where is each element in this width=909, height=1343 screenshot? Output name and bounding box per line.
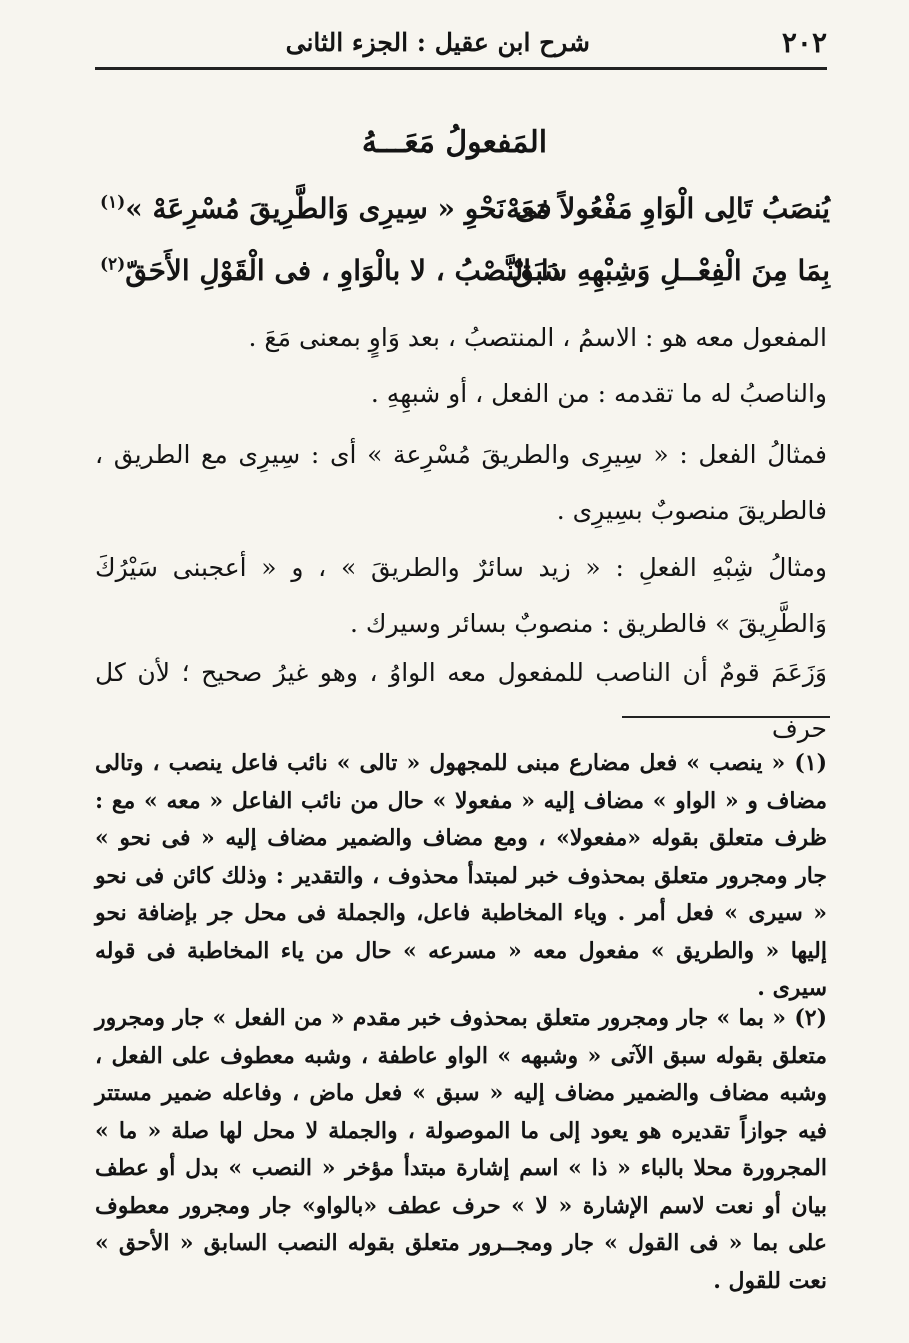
verse-text: فى نَحْوِ « سِيرِى وَالطَّرِيقَ مُسْرِعَهْ » bbox=[125, 192, 552, 225]
chapter-title: المَفعولُ مَعَـــهُ bbox=[361, 125, 548, 160]
verse-second-hemistich bbox=[100, 192, 552, 225]
page-number: ٢٠٢ bbox=[781, 25, 827, 59]
verse-text: ذا النَّصْبُ ، لا بالْوَاوِ ، فى الْقَوْلِ الأَحَقّ bbox=[125, 254, 562, 287]
footnote bbox=[95, 745, 827, 1008]
footnote-reference: (١) bbox=[100, 192, 126, 213]
footnote-reference: (٢) bbox=[100, 254, 126, 275]
body-paragraph: والناصبُ له ما تقدمه : من الفعل ، أو شبهِهِ . bbox=[370, 379, 827, 408]
body-paragraph: المفعول معه هو : الاسمُ ، المنتصبُ ، بعد وَاوٍ بمعنى مَعَ . bbox=[248, 323, 827, 352]
page-header bbox=[95, 22, 827, 62]
footnote bbox=[95, 1000, 827, 1300]
body-paragraph: وَزَعَمَ قومٌ أن الناصب للمفعول معه الواوُ ، وهو غيرُ صحيح ؛ لأن كل حرف bbox=[95, 658, 827, 743]
running-title: شرح ابن عقيل : الجزء الثانى bbox=[285, 27, 590, 57]
verse-second-hemistich bbox=[100, 254, 561, 287]
verse-first-hemistich: يُنصَبُ تَالِى الْوَاوِ مَفْعُولاً مَعَهْ bbox=[506, 192, 830, 225]
footnote-separator bbox=[622, 716, 830, 718]
footnote-text: « ينصب » فعل مضارع مبنى للمجهول « تالى » نائب فاعل ينصب ، وتالى مضاف و « الواو » مضاف إليه « مفعولا » حال من نائب الفاعل « معه » مع : ظرف متعلق بقوله «مفعولا» ، ومع مضاف والضمير مضاف إليه « فى نحو » جار ومجرور متعلق بمحذوف خبر لمبتدأ محذوف ، والتقدير : وذلك كائن فى نحو « سيرى » فعل أمر . وياء المخاطبة فاعل، والجملة فى محل جر بإضافة نحو إليها « والطريق » مفعول معه « مسرعه » حال من ياء المخاطبة فى قوله سيرى . bbox=[95, 750, 827, 1001]
verse-line bbox=[100, 254, 830, 302]
body-paragraph: ومثالُ شِبْهِ الفعلِ : « زيد سائرٌ والطريقَ » ، و « أعجبنى سَيْرُكَ وَالطَّرِيقَ » فالطريق : منصوبٌ بسائر وسيرك . bbox=[95, 553, 827, 638]
body-paragraph: فمثالُ الفعل : « سِيرِى والطريقَ مُسْرِعة » أى : سِيرِى مع الطريق ، فالطريقَ منصوبٌ بسِيرِى . bbox=[95, 440, 827, 525]
footnote-number: (١) bbox=[794, 750, 827, 776]
footnote-number: (٢) bbox=[794, 1005, 827, 1031]
footnote-text: « بما » جار ومجرور متعلق بمحذوف خبر مقدم « من الفعل » جار ومجرور متعلق بقوله سبق الآتى « وشبهه » الواو عاطفة ، وشبه معطوف على الفعل ، وشبه مضاف والضمير مضاف إليه « سبق » فعل ماض ، وفاعله ضمير مستتر فيه جوازاً تقديره هو يعود إلى ما الموصولة ، والجملة لا محل لها صلة « ما » المجرورة محلا بالباء « ذا » اسم إشارة مبتدأ مؤخر « النصب » بدل أو عطف بيان أو نعت لاسم الإشارة « لا » حرف عطف «بالواو» جار ومجرور معطوف على بما « فى القول » جار ومجــرور متعلق بقوله النصب السابق « الأحق » نعت للقول . bbox=[95, 1005, 827, 1294]
verse-first-hemistich: بِمَا مِنَ الْفِعْــلِ وَشِبْهِهِ سَبَقْ bbox=[511, 254, 830, 287]
header-divider bbox=[95, 67, 827, 70]
verse-line bbox=[100, 192, 830, 240]
